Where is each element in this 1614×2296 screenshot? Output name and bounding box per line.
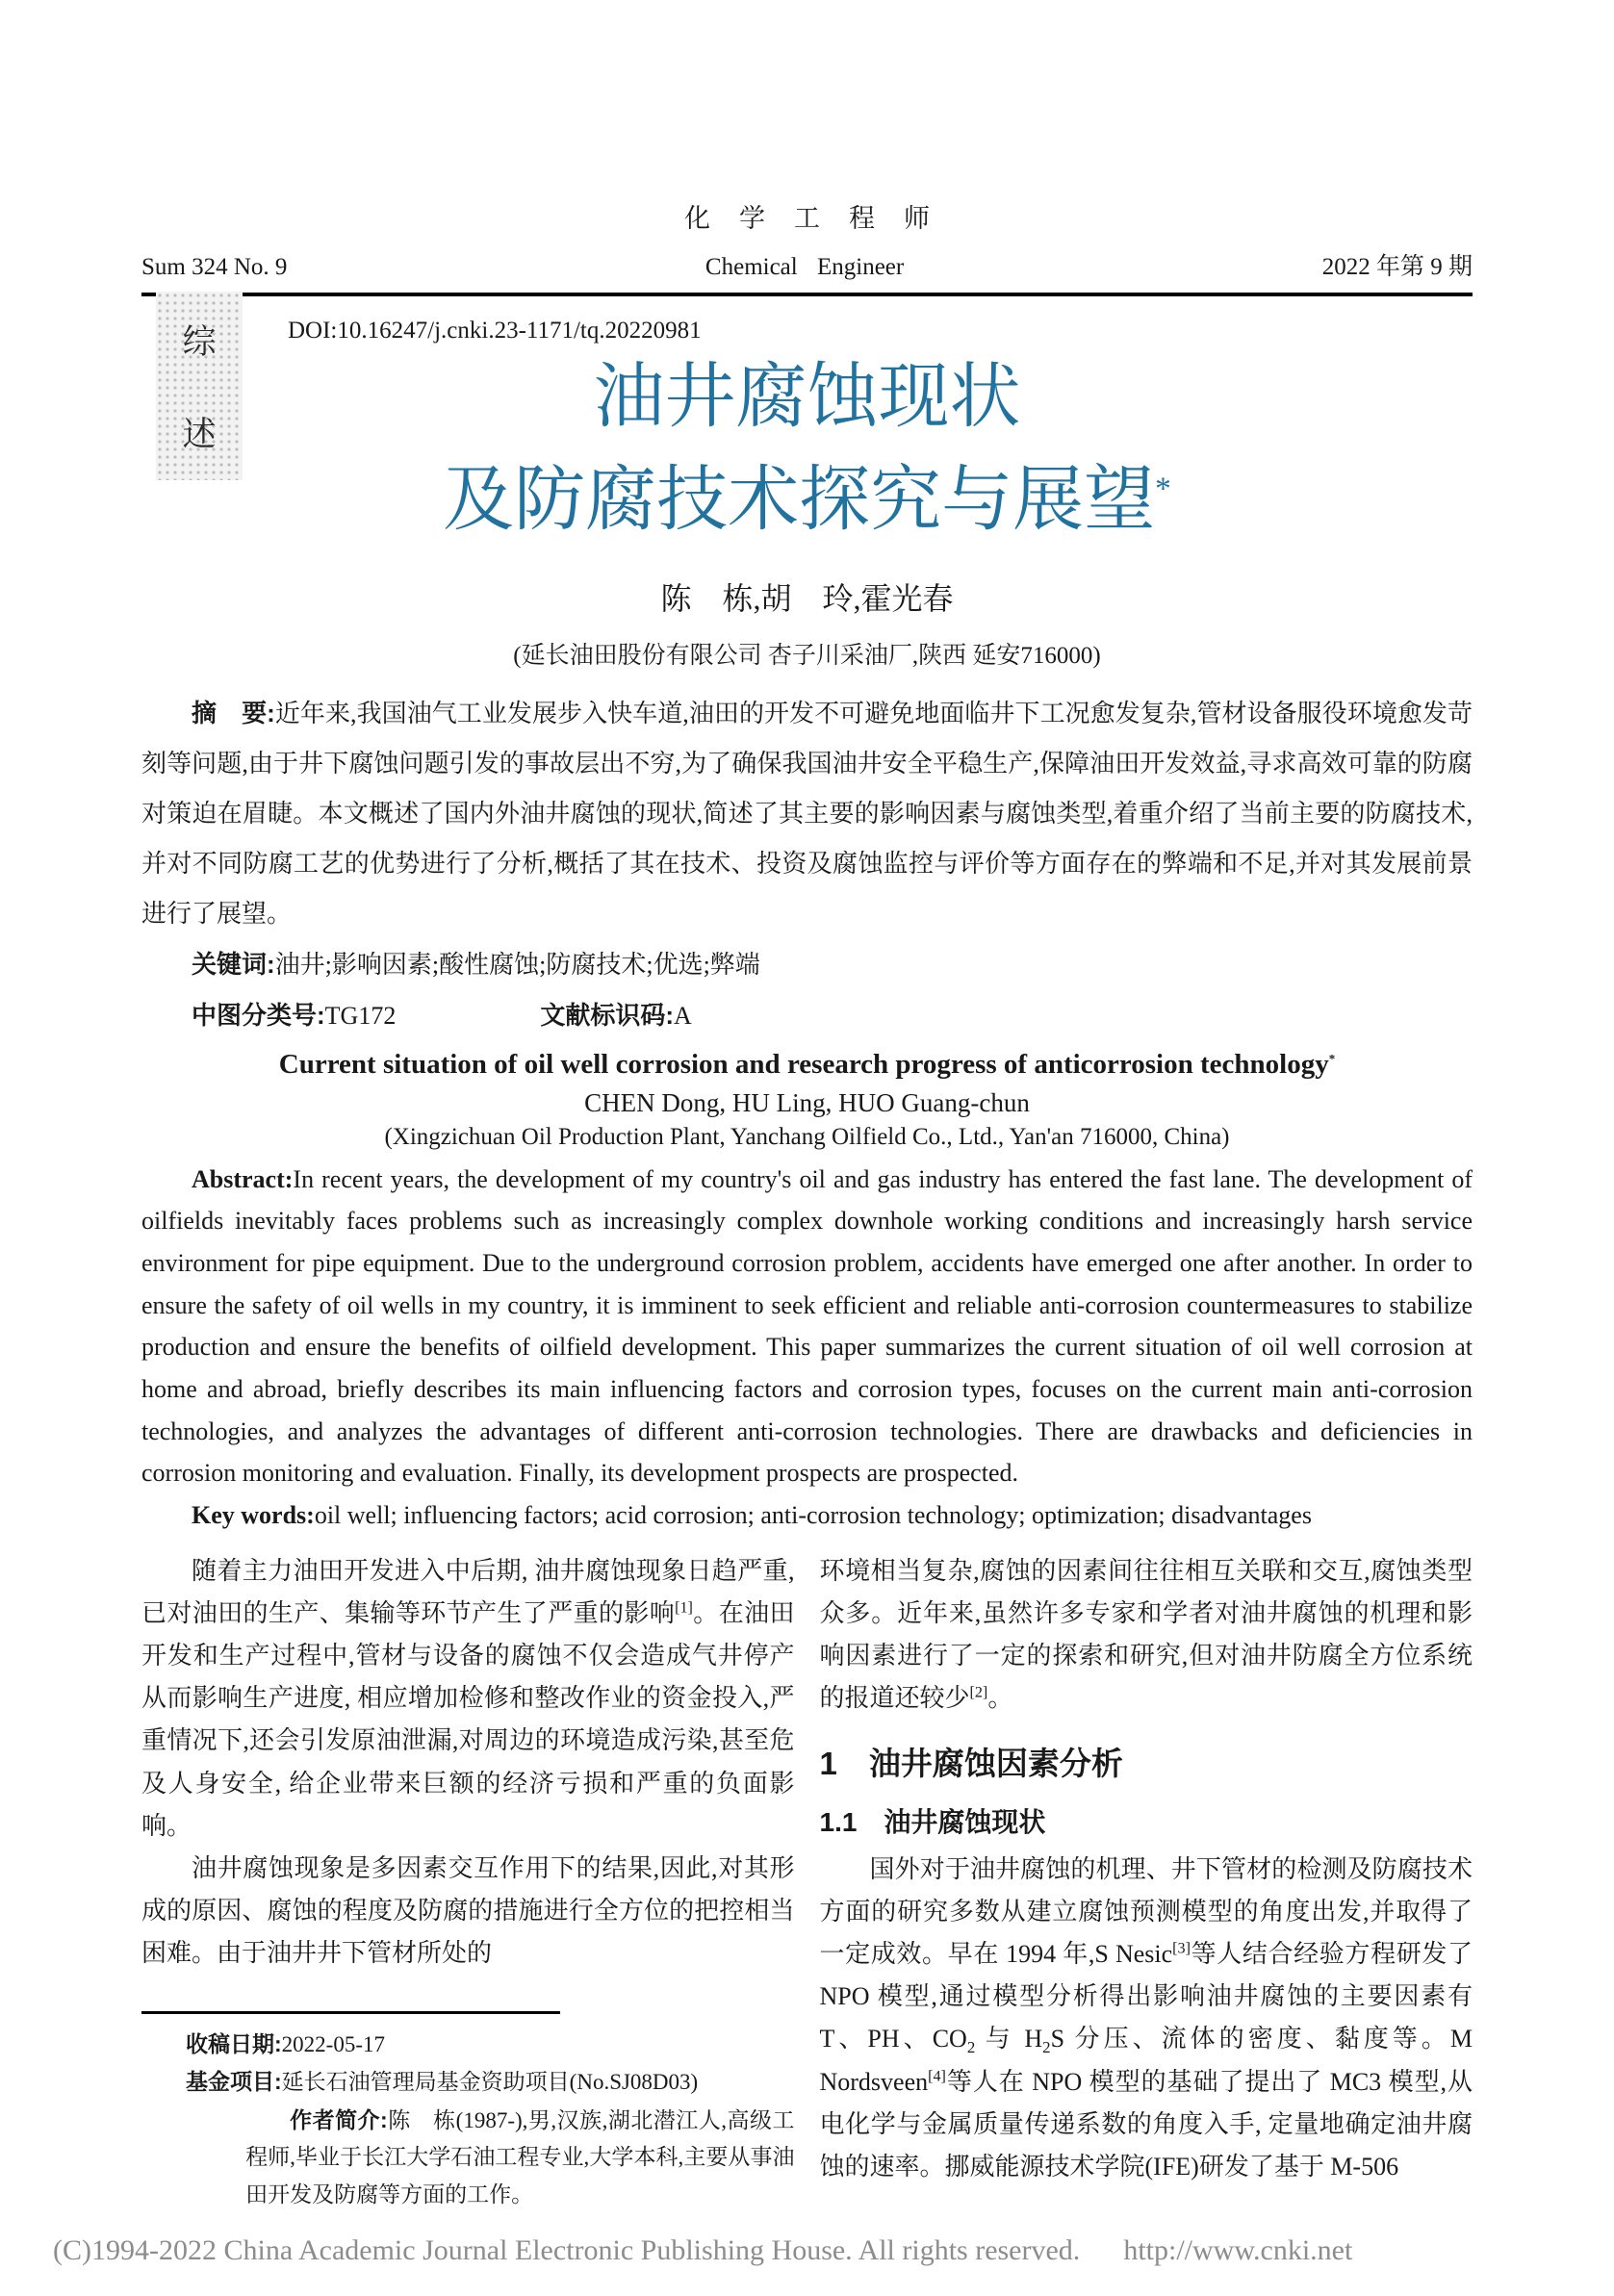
column-tag-char-1: 综 <box>182 323 217 361</box>
journal-name-cn: 化学工程师 <box>684 204 959 233</box>
keywords-label-cn: 关键词: <box>192 949 275 979</box>
received-date-value: 2022-05-17 <box>281 2031 385 2056</box>
author-bio-value: 陈 栋(1987-),男,汉族,湖北潜江人,高级工程师,毕业于长江大学石油工程专业,大学本科,主要从事油田开发及防腐等方面的工作。 <box>245 2107 795 2207</box>
body-paragraph: 油井腐蚀现象是多因素交互作用下的结果,因此,对其形成的原因、腐蚀的程度及防腐的措施进行全方位的把控相当困难。由于油井井下管材所处的 <box>141 1853 795 1968</box>
footnote-divider <box>141 2011 560 2014</box>
article-title-cn <box>141 344 1473 553</box>
abstract-label-en: Abstract: <box>192 1164 294 1193</box>
affiliation-cn: (延长油田股份有限公司 杏子川采油厂,陕西 延安716000) <box>513 642 1101 669</box>
copyright-text: (C)1994-2022 China Academic Journal Electronic Publishing House. All rights reserved. <box>53 2234 1081 2266</box>
abstract-cn <box>141 688 1473 939</box>
body-text: 。 <box>987 1684 1013 1713</box>
cnki-copyright-footer <box>53 2234 1352 2267</box>
authors-cn: 陈 栋,胡 玲,霍光春 <box>660 580 954 616</box>
authors-en: CHEN Dong, HU Ling, HUO Guang-chun <box>584 1087 1030 1117</box>
body-paragraph <box>141 1550 795 1848</box>
body-text: 国外对于油井腐蚀的机理、井下管材的检测及防腐技术方面的研究多数从建立腐蚀预测模型的角度出发,并取得了一定成效。早在 1994 年,S Nesic <box>819 1854 1473 1968</box>
citation-ref-4: [4] <box>928 2067 946 2084</box>
article-title-en <box>141 1049 1473 1081</box>
title-footnote-marker-en: * <box>1328 1050 1336 1065</box>
keywords-text-en: oil well; influencing factors; acid corrosion; anti-corrosion technology; optimization; disadvantages <box>314 1500 1312 1529</box>
journal-issue-row <box>141 247 1473 282</box>
section-heading-1-1: 1.1 油井腐蚀现状 <box>819 1806 1046 1837</box>
keywords-en <box>141 1494 1473 1537</box>
cnki-url: http://www.cnki.net <box>1123 2234 1353 2266</box>
fund-line <box>141 2063 795 2102</box>
article-title-line1: 油井腐蚀现状 <box>593 358 1021 437</box>
keywords-text-cn: 油井;影响因素;酸性腐蚀;防腐技术;优选;弊端 <box>274 950 760 979</box>
body-text: 与 H <box>975 2025 1043 2054</box>
title-footnote-marker: * <box>1155 471 1171 507</box>
abstract-en <box>141 1159 1473 1494</box>
affiliation-en: (Xingzichuan Oil Production Plant, Yanchang Oilfield Co., Ltd., Yan'an 716000, China) <box>384 1123 1230 1150</box>
body-text: 随着主力油田开发进入中后期, 油井腐蚀现象日趋严重,已对油田的生产、集输等环节产生了严重的影响 <box>141 1556 795 1627</box>
column-tag-review <box>156 292 243 480</box>
journal-header <box>141 197 1473 296</box>
column-tag-char-2: 述 <box>182 416 217 453</box>
abstract-text-cn: 近年来,我国油气工业发展步入快车道,油田的开发不可避免地面临井下工况愈发复杂,管材设备服役环境愈发苛刻等问题,由于井下腐蚀问题引发的事故层出不穷,为了确保我国油井安全平稳生产,保障油田开发效益,寻求高效可靠的防腐对策迫在眉睫。本文概述了国内外油井腐蚀的现状,简述了其主要的影响因素与腐蚀类型,着重介绍了当前主要的防腐技术,并对不同防腐工艺的优势进行了分析,概括了其在技术、投资及腐蚀监控与评价等方面存在的弊端和不足,并对其发展前景进行了展望。 <box>141 699 1473 928</box>
journal-name-en: Chemical Engineer <box>705 254 905 280</box>
body-paragraph-continued <box>820 1550 1473 1721</box>
article-title-en-text: Current situation of oil well corrosion and research progress of anticorrosion technology <box>278 1048 1329 1080</box>
author-bio-line <box>141 2102 795 2214</box>
received-date-line <box>141 2026 795 2064</box>
issue-sum-no: Sum 324 No. 9 <box>141 254 288 280</box>
doi: DOI:10.16247/j.cnki.23-1171/tq.20220981 <box>288 318 702 344</box>
classification-line <box>141 990 1473 1041</box>
clc-value: TG172 <box>324 1001 397 1030</box>
section-heading-1: 1 油井腐蚀因素分析 <box>819 1746 1123 1782</box>
doc-code-label: 文献标识码: <box>540 1000 675 1030</box>
author-bio-label: 作者简介: <box>290 2106 388 2132</box>
body-text: 等人结合经验方程研发了 NPO 模型,通过模型分析得出影响油井腐蚀的主要因素有 T、PH、CO <box>819 1939 1473 2054</box>
keywords-label-en: Key words: <box>192 1500 315 1529</box>
right-column <box>820 1550 1473 2214</box>
keywords-cn <box>141 939 1473 990</box>
fund-label: 基金项目: <box>186 2069 282 2095</box>
body-paragraph <box>820 1849 1473 2189</box>
body-text: 。在油田开发和生产过程中,管材与设备的腐蚀不仅会造成气井停产从而影响生产进度, 相应增加检修和整改作业的资金投入,严重情况下,还会引发原油泄漏,对周边的环境造成污染,甚至危及人身安全, 给企业带来巨额的经济亏损和严重的负面影响。 <box>141 1598 795 1840</box>
abstract-text-en: In recent years, the development of my country's oil and gas industry has entered the fast lane. The development of oilfields inevitably faces problems such as increasingly complex downhole working conditions and increasingly harsh service environment for pipe equipment. Due to the underground corrosion problem, accidents have emerged one after another. In order to ensure the safety of oil wells in my country, it is imminent to seek efficient and reliable anti-corrosion countermeasures to stabilize production and ensure the benefits of oilfield development. This paper summarizes the current situation of oil well corrosion at home and abroad, briefly describes its main influencing factors and corrosion types, focuses on the current main anti-corrosion technologies, and analyzes the advantages of different anti-corrosion technologies. There are drawbacks and deficiencies in corrosion monitoring and evaluation. Finally, its development prospects are prospected. <box>141 1164 1473 1488</box>
abstract-label-cn: 摘 要: <box>192 698 275 727</box>
fund-value: 延长石油管理局基金资助项目(No.SJ08D03) <box>281 2070 699 2095</box>
doc-code-value: A <box>674 1001 692 1030</box>
body-text: 环境相当复杂,腐蚀的因素间往往相互关联和交互,腐蚀类型众多。近年来,虽然许多专家和学者对油井腐蚀的机理和影响因素进行了一定的探索和研究,但对油井防腐全方位系统的报道还较少 <box>819 1556 1473 1713</box>
citation-ref-3: [3] <box>1172 1940 1191 1957</box>
body-columns <box>141 1550 1473 2214</box>
chem-subscript: 2 <box>966 2038 976 2057</box>
header-divider <box>141 293 1473 296</box>
left-column <box>141 1550 795 2214</box>
received-date-label: 收稿日期: <box>186 2030 282 2056</box>
chem-subscript: 2 <box>1042 2038 1051 2057</box>
body-text: 等人在 NPO 模型的基础了提出了 MC3 模型,从电化学与金属质量传递系数的角度入手, 定量地确定油井腐蚀的速率。挪威能源技术学院(IFE)研发了基于 M-506 <box>819 2067 1473 2181</box>
citation-ref-1: [1] <box>675 1599 693 1617</box>
article-title-line2: 及防腐技术探究与展望 <box>443 461 1156 541</box>
issue-no-cn: 2022 年第 9 期 <box>1321 254 1473 280</box>
body-text: S 分压、流体的密度、黏度等。M Nordsveen <box>819 2025 1473 2096</box>
footnote-block <box>141 2011 795 2214</box>
clc-label: 中图分类号: <box>192 1000 325 1030</box>
citation-ref-2: [2] <box>969 1684 988 1701</box>
